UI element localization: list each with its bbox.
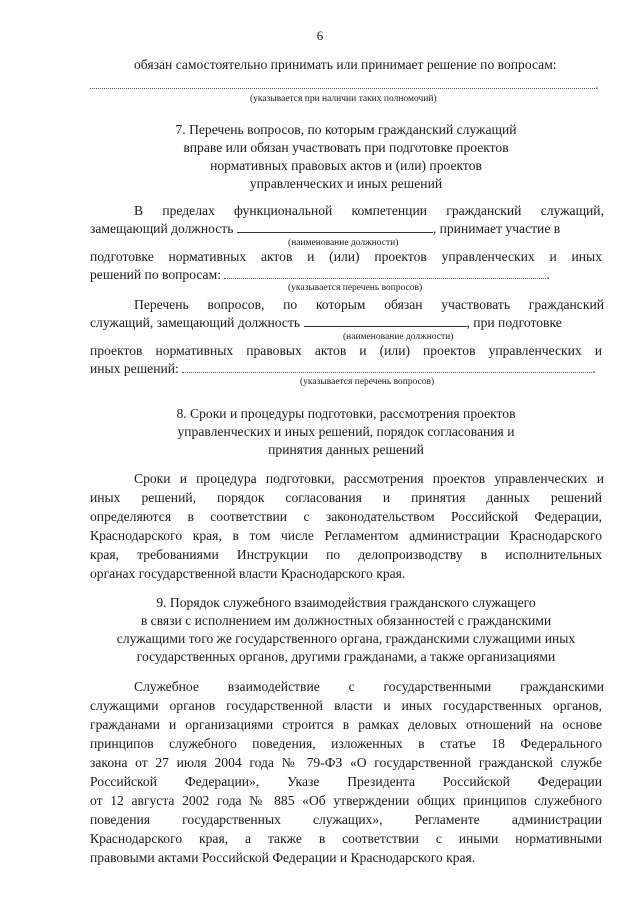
blank-field (182, 360, 592, 373)
section9-line: гражданами и организациями строится в рамках деловых отношений на основе (90, 717, 602, 732)
section7-p2-line2: служащий, замещающий должность , при подготовке (90, 315, 562, 330)
section9-line: Служебное взаимодействие с государственными гражданскими (134, 679, 604, 694)
section7-p2-line3: проектов нормативных правовых актов и (или) проектов управленческих и (90, 343, 602, 358)
section8-heading-2: управленческих и иных решений, порядок согласования и (177, 424, 515, 439)
section9-heading-1: 9. Порядок служебного взаимодействия гражданского служащего (156, 595, 536, 610)
section9-line: принципов служебного поведения, изложенных в статье 18 Федерального (90, 736, 602, 751)
section7-heading-2: вправе или обязан участвовать при подготовке проектов (183, 140, 509, 155)
blank-field (224, 266, 546, 279)
section9-line: Российской Федерации», Указе Президента Российской Федерации (90, 774, 602, 789)
section7-p2-line1: Перечень вопросов, по которым обязан участвовать гражданский (134, 297, 604, 312)
blank-field (90, 76, 595, 89)
section9-line: от 12 августа 2002 года № 885 «Об утверждении общих принципов служебного (90, 793, 602, 808)
caption: (наименование должности) (343, 332, 454, 342)
section7-p1-line3: подготовке нормативных актов и (или) проектов управленческих и иных (90, 249, 602, 264)
section8-line: определяются в соответствии с законодательством Российской Федерации, (90, 509, 602, 524)
section8-line: Сроки и процедура подготовки, рассмотрения проектов управленческих и (134, 471, 604, 486)
section7-p1-line2: замещающий должность , принимает участие в (90, 221, 561, 236)
position-blank (304, 314, 467, 327)
caption: (указывается при наличии таких полномочий) (250, 94, 437, 104)
section9-line: правовыми актами Российской Федерации и Краснодарского края. (90, 850, 476, 865)
intro-blank-line: . (90, 76, 602, 94)
section9-line: Краснодарского края, а также в соответствии с иными нормативными (90, 831, 602, 846)
section7-p1-line4: решений по вопросам: . (90, 267, 550, 282)
section7-heading-4: управленческих и иных решений (249, 176, 443, 191)
section7-heading-3: нормативных правовых актов и (или) проектов (210, 158, 482, 173)
section9-heading-2: в связи с исполнением им должностных обязанностей с гражданскими (140, 613, 552, 628)
section7-p1-line1: В пределах функциональной компетенции гражданский служащий, (134, 203, 604, 218)
section8-heading-3: принятия данных решений (268, 442, 424, 457)
section9-heading-4: государственных органов, другими гражданами, а также организациями (136, 649, 556, 664)
position-blank (237, 220, 433, 233)
section9-line: служащими органов государственной власти и иных государственных органов, (90, 698, 602, 713)
intro-line: обязан самостоятельно принимать или принимает решение по вопросам: (134, 57, 557, 72)
page-number: 6 (316, 28, 324, 43)
section8-line: края, требованиями Инструкции по делопроизводству в исполнительных (90, 547, 602, 562)
section7-heading-1: 7. Перечень вопросов, по которым гражданский служащий (175, 122, 517, 137)
section9-line: закона от 27 июля 2004 года № 79-ФЗ «О государственной гражданской службе (90, 755, 602, 770)
section8-heading-1: 8. Сроки и процедуры подготовки, рассмотрения проектов (176, 406, 516, 421)
section8-line: Краснодарского края, в том числе Регламентом администрации Краснодарского (90, 528, 602, 543)
section9-heading-3: служащими того же государственного органа, гражданскими служащими иных (116, 631, 576, 646)
caption: (указывается перечень вопросов) (300, 377, 435, 387)
section9-line: поведения государственных служащих», Регламенте администрации (90, 812, 602, 827)
section7-p2-line4: иных решений: . (90, 361, 596, 376)
section8-line: иных решений, порядок согласования и принятия данных решений (90, 490, 602, 505)
section8-line: органах государственной власти Краснодарского края. (90, 566, 406, 581)
caption: (указывается перечень вопросов) (288, 283, 423, 293)
caption: (наименование должности) (288, 238, 399, 248)
